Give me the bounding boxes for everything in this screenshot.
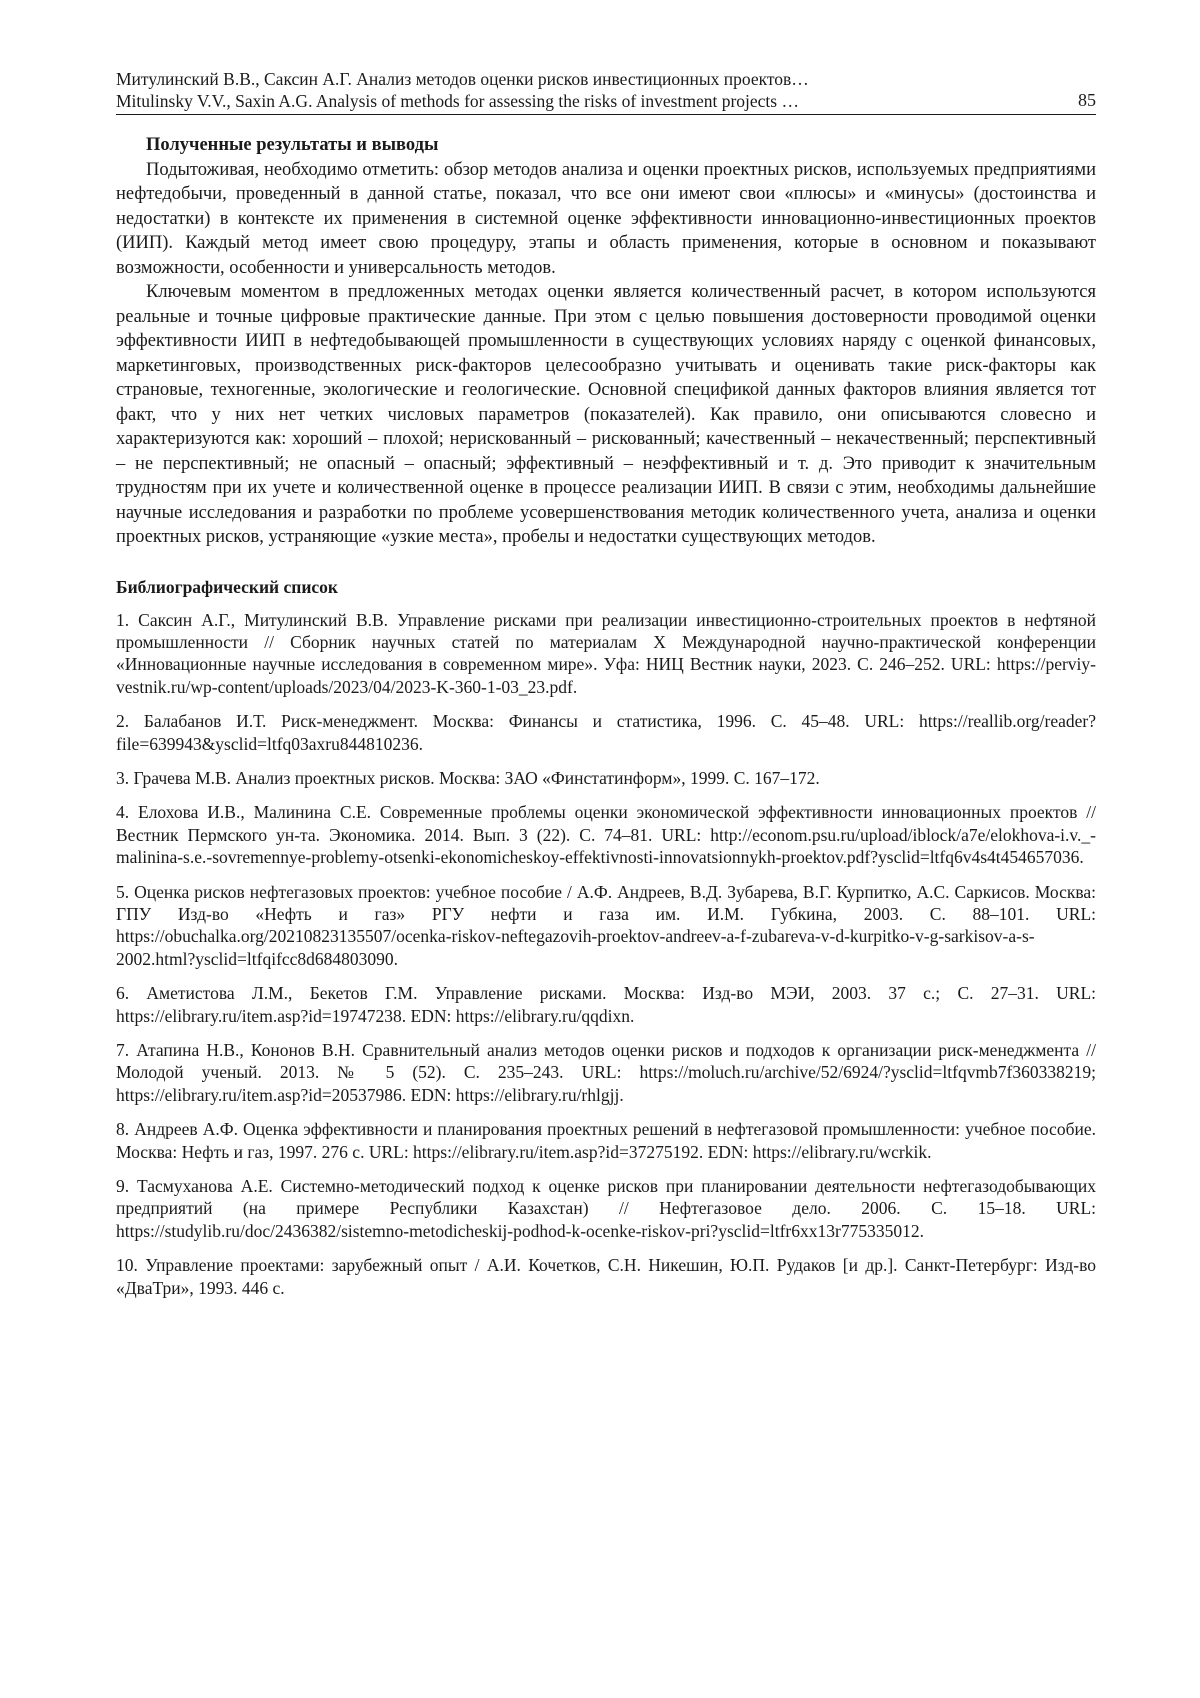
- references-heading: Библиографический список: [116, 576, 339, 597]
- reference-item-9: 9. Тасмуханова А.Е. Системно-методический подход к оценке рисков при планировании деятельности нефтегазодобывающих предприятий (на примере Республики Казахстан) // Нефтегазовое дело. 2006. С. 15–18. URL: https://studylib.ru/doc/2436382/sistemno-metodicheskij-podhod-k-ocenke-riskov-pri?ysclid=ltfr6xx13r775335012.: [116, 1176, 1096, 1241]
- header-title-en: Mitulinsky V.V., Saxin A.G. Analysis of methods for assessing the risks of investment projects …: [116, 91, 799, 111]
- reference-item-10: 10. Управление проектами: зарубежный опыт / А.И. Кочетков, С.Н. Никешин, Ю.П. Рудаков [и др.]. Санкт-Петербург: Изд-во «ДваТри», 1993. 446 с.: [116, 1255, 1096, 1298]
- reference-item-5: 5. Оценка рисков нефтегазовых проектов: учебное пособие / А.Ф. Андреев, В.Д. Зубарева, В.Г. Курпитко, А.С. Саркисов. Москва: ГПУ Изд-во «Нефть и газ» РГУ нефти и газа им. И.М. Губкина, 2003. С. 88–101. URL: https://obuchalka.org/20210823135507/ocenka-riskov-neftegazovih-proektov-andreev-a-f-zubareva-v-d-kurpitko-v-g-sarkisov-a-s-2002.html?ysclid=ltfqifcc8d684803090.: [116, 881, 1096, 969]
- results-paragraph-1: Подытоживая, необходимо отметить: обзор методов анализа и оценки проектных рисков, используемых предприятиями нефтедобычи, проведенный в данной статье, показал, что все они имеют свои «плюсы» и «минусы» (достоинства и недостатки) в контексте их применения в системной оценке эффективности инновационно-инвестиционных проектов (ИИП). Каждый метод имеет свою процедуру, этапы и область применения, которые в основном и показывают возможности, особенности и универсальность методов.: [116, 159, 1096, 278]
- reference-list: [116, 609, 1096, 1300]
- reference-item-8: 8. Андреев А.Ф. Оценка эффективности и планирования проектных решений в нефтегазовой промышленности: учебное пособие. Москва: Нефть и газ, 1997. 276 с. URL: https://elibrary.ru/item.asp?id=37275192. EDN: https://elibrary.ru/wcrkik.: [116, 1119, 1096, 1162]
- running-header: [116, 68, 1096, 115]
- journal-page: [116, 68, 1096, 1311]
- reference-item-1: 1. Саксин А.Г., Митулинский В.В. Управление рисками при реализации инвестиционно-строительных проектов в нефтяной промышленности // Сборник научных статей по материалам X Международной научно-практической конференции «Инновационные научные исследования в современном мире». Уфа: НИЦ Вестник науки, 2023. С. 246–252. URL: https://perviy-vestnik.ru/wp-content/uploads/2023/04/2023-K-360-1-03_23.pdf.: [116, 609, 1096, 697]
- reference-item-4: 4. Елохова И.В., Малинина С.Е. Современные проблемы оценки экономической эффективности инновационных проектов // Вестник Пермского ун-та. Экономика. 2014. Вып. 3 (22). С. 74–81. URL: http://econom.psu.ru/upload/iblock/a7e/elokhova-i.v._-malinina-s.e.-sovremennye-problemy-otsenki-ekonomicheskoy-effektivnosti-innovatsionnykh-proektov.pdf?ysclid=ltfq6v4s4t454657036.: [116, 802, 1096, 868]
- results-paragraph-2: Ключевым моментом в предложенных методах оценки является количественный расчет, в котором используются реальные и точные цифровые практические данные. При этом с целью повышения достоверности проводимой оценки эффективности ИИП в нефтедобывающей промышленности в существующих условиях наряду с оценкой финансовых, маркетинговых, производственных риск-факторов целесообразно учитывать и оценивать такие риск-факторы как страновые, техногенные, экологические и геологические. Основной спецификой данных факторов влияния является тот факт, что у них нет четких числовых параметров (показателей). Как правило, они описываются словесно и характеризуются как: хороший – плохой; нерискованный – рискованный; качественный – некачественный; перспективный – не перспективный; не опасный – опасный; эффективный – неэффективный и т. д. Это приводит к значительным трудностям при их учете и количественной оценке в процессе реализации ИИП. В связи с этим, необходимы дальнейшие научные исследования и разработки по проблеме усовершенствования методик количественного учета, анализа и оценки проектных рисков, устраняющие «узкие места», пробелы и недостатки существующих методов.: [116, 282, 1096, 547]
- reference-item-3: 3. Грачева М.В. Анализ проектных рисков. Москва: ЗАО «Финстатинформ», 1999. С. 167–172.: [116, 767, 820, 788]
- reference-item-7: 7. Атапина Н.В., Кононов В.Н. Сравнительный анализ методов оценки рисков и подходов к организации риск-менеджмента // Молодой ученый. 2013. № 5 (52). С. 235–243. URL: https://moluch.ru/archive/52/6924/?ysclid=ltfqvmb7f360338219; https://elibrary.ru/item.asp?id=20537986. EDN: https://elibrary.ru/rhlgjj.: [116, 1040, 1096, 1105]
- reference-item-2: 2. Балабанов И.Т. Риск-менеджмент. Москва: Финансы и статистика, 1996. С. 45–48. URL: https://reallib.org/reader?file=639943&ysclid=ltfq03axru844810236.: [116, 711, 1096, 754]
- results-heading: Полученные результаты и выводы: [146, 135, 439, 155]
- page-number: 85: [1078, 90, 1096, 110]
- reference-item-6: 6. Аметистова Л.М., Бекетов Г.М. Управление рисками. Москва: Изд-во МЭИ, 2003. 37 с.; С. 27–31. URL: https://elibrary.ru/item.asp?id=19747238. EDN: https://elibrary.ru/qqdixn.: [116, 983, 1096, 1026]
- header-title-ru: Митулинский В.В., Саксин А.Г. Анализ методов оценки рисков инвестиционных проектов…: [116, 69, 809, 89]
